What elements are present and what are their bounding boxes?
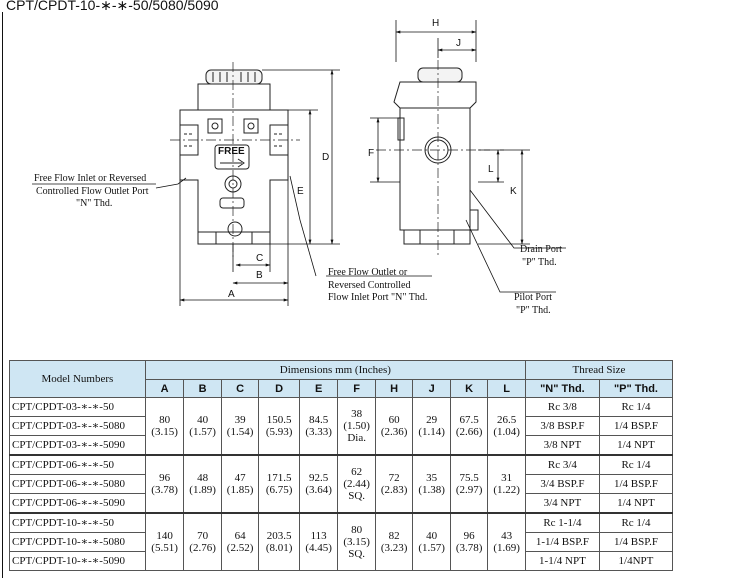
dimension-value: (6.75) — [265, 484, 293, 496]
dim-b-label: B — [256, 270, 263, 281]
dim-c-label: C — [256, 253, 264, 264]
p-thread-cell: 1/4 BSP.F — [599, 533, 672, 552]
dimension-value: 26.5 — [497, 414, 517, 426]
dimension-value: 48 — [197, 472, 209, 484]
inlet-callout-3: "N" Thd. — [76, 198, 113, 209]
dimension-value: 31 — [501, 472, 513, 484]
dimension-value: 70 — [197, 530, 209, 542]
dim-j-label: J — [456, 38, 461, 49]
n-thread-cell: 3/4 NPT — [525, 494, 599, 514]
page-title: CPT/CPDT-10-∗-∗-50/5080/5090 — [6, 0, 219, 13]
free-button-label: FREE — [218, 146, 245, 157]
dimension-cell — [413, 455, 451, 513]
dimension-cell — [375, 513, 413, 571]
dimension-value: 38 — [351, 408, 363, 420]
dimension-value: 35 — [426, 472, 438, 484]
dimension-value: (1.22) — [493, 484, 520, 496]
p-thread-cell: 1/4 BSP.F — [599, 417, 672, 436]
model-number-cell: CPT/CPDT-10-∗-∗-50 — [10, 513, 146, 533]
dimension-value: 82 — [388, 530, 400, 542]
dimension-value: (1.85) — [226, 484, 254, 496]
dimension-value: 43 — [501, 530, 513, 542]
dimension-value: (2.52) — [226, 542, 254, 554]
p-thread-cell: 1/4NPT — [599, 552, 672, 571]
p-thread-cell: 1/4 NPT — [599, 436, 672, 456]
dimension-cell — [259, 398, 300, 456]
dimension-value: 84.5 — [309, 414, 329, 426]
p-thread-cell: Rc 1/4 — [599, 513, 672, 533]
dimension-value: 60 — [388, 414, 400, 426]
dimension-value: 80 — [159, 414, 171, 426]
dimension-value: 140 — [156, 530, 173, 542]
dimension-value: (3.78) — [455, 542, 483, 554]
col-header-f: F — [338, 380, 376, 398]
inlet-callout-2: Controlled Flow Outlet Port — [36, 186, 149, 197]
dimension-value: (3.33) — [305, 426, 332, 438]
model-numbers-header: Model Numbers — [10, 361, 146, 398]
dimension-value: 75.5 — [459, 472, 479, 484]
dimension-value: 62 — [351, 466, 363, 478]
col-header-k: K — [450, 380, 488, 398]
table-row — [10, 455, 673, 475]
model-number-cell: CPT/CPDT-06-∗-∗-50 — [10, 455, 146, 475]
col-header-b: B — [184, 380, 222, 398]
dimension-value: Dia. — [347, 432, 366, 444]
dimension-value: (1.69) — [493, 542, 520, 554]
dimension-value: (2.97) — [455, 484, 483, 496]
inlet-callout-1: Free Flow Inlet or Reversed — [34, 173, 147, 184]
model-number-cell: CPT/CPDT-03-∗-∗-5090 — [10, 436, 146, 456]
col-header-l: L — [488, 380, 526, 398]
model-number-cell: CPT/CPDT-03-∗-∗-50 — [10, 398, 146, 417]
dimension-value: (2.83) — [380, 484, 408, 496]
n-thread-cell: 1-1/4 BSP.F — [525, 533, 599, 552]
dimension-value: (3.15) — [343, 536, 370, 548]
dimension-cell — [488, 513, 526, 571]
drain-callout-1: Drain Port — [520, 244, 562, 255]
pilot-callout-2: "P" Thd. — [516, 305, 551, 316]
col-header-h: H — [375, 380, 413, 398]
model-number-cell: CPT/CPDT-10-∗-∗-5090 — [10, 552, 146, 571]
dimension-cell — [375, 398, 413, 456]
p-thread-cell: 1/4 BSP.F — [599, 475, 672, 494]
dim-f-label: F — [368, 148, 375, 159]
dimension-cell — [184, 513, 222, 571]
n-thread-cell: 1-1/4 NPT — [525, 552, 599, 571]
dimension-value: (2.36) — [380, 426, 408, 438]
col-header-p-thd: "P" Thd. — [599, 380, 672, 398]
dimension-value: 40 — [197, 414, 209, 426]
col-header-n-thd: "N" Thd. — [525, 380, 599, 398]
dimension-cell — [184, 398, 222, 456]
dimension-value: 203.5 — [266, 530, 292, 542]
table-row — [10, 398, 673, 417]
dimension-value: 92.5 — [309, 472, 329, 484]
dimension-lines — [32, 20, 566, 306]
dimension-value: (1.89) — [189, 484, 216, 496]
dimension-cell — [299, 455, 338, 513]
dimension-value: 72 — [388, 472, 400, 484]
model-number-cell: CPT/CPDT-10-∗-∗-5080 — [10, 533, 146, 552]
dimension-cell — [450, 398, 488, 456]
dimension-cell — [221, 513, 259, 571]
drain-callout-2: "P" Thd. — [522, 257, 557, 268]
dimension-cell — [413, 398, 451, 456]
n-thread-cell: Rc 3/4 — [525, 455, 599, 475]
dimension-value: (2.66) — [455, 426, 483, 438]
n-thread-cell: 3/4 BSP.F — [525, 475, 599, 494]
dimension-cell — [450, 513, 488, 571]
dimension-value: (1.57) — [418, 542, 445, 554]
dimension-value: (2.44) — [343, 478, 370, 490]
dimension-value: 40 — [426, 530, 438, 542]
outlet-callout-3: Flow Inlet Port "N" Thd. — [328, 292, 428, 303]
dimension-value: (1.50) — [343, 420, 370, 432]
side-view — [376, 60, 490, 258]
dimension-value: 80 — [351, 524, 363, 536]
col-header-j: J — [413, 380, 451, 398]
n-thread-cell: 3/8 BSP.F — [525, 417, 599, 436]
dimension-value: (5.51) — [151, 542, 178, 554]
dimension-cell — [299, 398, 338, 456]
thread-size-header: Thread Size — [525, 361, 672, 380]
dimension-cell — [259, 513, 300, 571]
dimension-value: (8.01) — [265, 542, 293, 554]
dimension-value: 64 — [234, 530, 246, 542]
dimension-cell — [145, 398, 184, 456]
n-thread-cell: Rc 1-1/4 — [525, 513, 599, 533]
dimension-value: (3.15) — [151, 426, 178, 438]
dim-h-label: H — [432, 18, 440, 29]
dimension-value: 96 — [159, 472, 171, 484]
col-header-d: D — [259, 380, 300, 398]
dimension-value: 113 — [310, 530, 327, 542]
dimension-cell — [145, 455, 184, 513]
dimension-cell — [450, 455, 488, 513]
p-thread-cell: Rc 1/4 — [599, 398, 672, 417]
dimension-cell — [375, 455, 413, 513]
dimension-value: SQ. — [348, 490, 366, 502]
dim-l-label: L — [488, 164, 494, 175]
dim-e-label: E — [297, 186, 304, 197]
dimension-cell — [338, 455, 376, 513]
dimension-cell — [259, 455, 300, 513]
dimension-value: 171.5 — [266, 472, 292, 484]
dimensions-header: Dimensions mm (Inches) — [145, 361, 525, 380]
dim-a-label: A — [228, 289, 235, 300]
col-header-c: C — [221, 380, 259, 398]
dim-k-label: K — [510, 186, 517, 197]
dimension-value: 39 — [234, 414, 246, 426]
dimension-value: (1.57) — [189, 426, 216, 438]
n-thread-cell: Rc 3/8 — [525, 398, 599, 417]
dimension-value: (3.23) — [380, 542, 408, 554]
model-number-cell: CPT/CPDT-06-∗-∗-5080 — [10, 475, 146, 494]
dimension-cell — [221, 455, 259, 513]
dimension-value: 150.5 — [266, 414, 292, 426]
dimension-value: (3.64) — [305, 484, 332, 496]
dimension-cell — [488, 398, 526, 456]
dimension-value: SQ. — [348, 548, 366, 560]
dimension-value: (1.54) — [226, 426, 254, 438]
dimension-value: (2.76) — [189, 542, 216, 554]
model-number-cell: CPT/CPDT-06-∗-∗-5090 — [10, 494, 146, 514]
dimension-cell — [338, 513, 376, 571]
dimension-value: 47 — [234, 472, 246, 484]
n-thread-cell: 3/8 NPT — [525, 436, 599, 456]
dimension-value: 67.5 — [459, 414, 479, 426]
dimension-cell — [184, 455, 222, 513]
outlet-callout-2: Reversed Controlled — [328, 280, 411, 291]
p-thread-cell: 1/4 NPT — [599, 494, 672, 514]
dimension-value: (4.45) — [305, 542, 332, 554]
dim-d-label: D — [322, 152, 330, 163]
dimension-cell — [488, 455, 526, 513]
p-thread-cell: Rc 1/4 — [599, 455, 672, 475]
dimension-cell — [221, 398, 259, 456]
dimension-cell — [299, 513, 338, 571]
dimension-value: (3.78) — [151, 484, 178, 496]
model-number-cell: CPT/CPDT-03-∗-∗-5080 — [10, 417, 146, 436]
dimension-cell — [338, 398, 376, 456]
pilot-callout-1: Pilot Port — [514, 292, 553, 303]
front-view — [170, 62, 300, 258]
col-header-e: E — [299, 380, 338, 398]
col-header-a: A — [145, 380, 184, 398]
dimension-value: (1.14) — [418, 426, 445, 438]
dimension-value: (1.38) — [418, 484, 445, 496]
dimension-table — [9, 360, 673, 571]
table-row — [10, 513, 673, 533]
dimension-value: (1.04) — [493, 426, 520, 438]
dimension-cell — [413, 513, 451, 571]
dimension-value: 96 — [463, 530, 475, 542]
dimension-value: (5.93) — [265, 426, 293, 438]
outlet-callout-1: Free Flow Outlet or — [328, 267, 408, 278]
dimension-cell — [145, 513, 184, 571]
dimension-value: 29 — [426, 414, 438, 426]
